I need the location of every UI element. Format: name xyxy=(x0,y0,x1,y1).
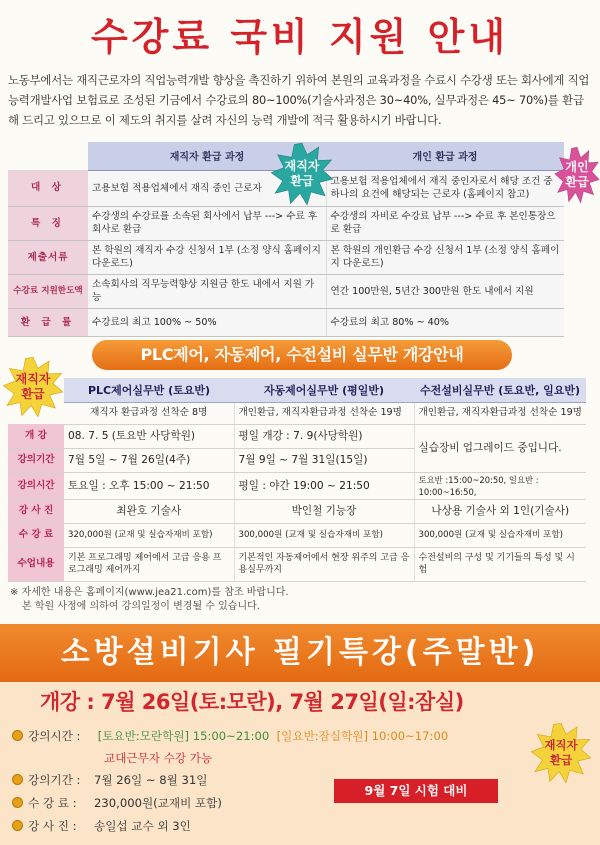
plc-cell: 평일 : 야간 19:00 ~ 21:50 xyxy=(234,472,414,499)
plc-cell: 7월 5일 ~ 7월 26일(4주) xyxy=(64,448,234,472)
plc-cell: 평일 개강 : 7. 9(사당학원) xyxy=(234,424,414,448)
refund-col-employee: 재직자 환급 과정 xyxy=(88,142,326,170)
fire-refund-badge: 재직자 환급 xyxy=(530,722,592,784)
refund-row-label: 제출서류 xyxy=(8,240,88,274)
plc-col-power: 수전설비실무반 (토요반, 일요반) xyxy=(414,378,586,402)
plc-cell: 320,000원 (교재 및 실습자재비 포함) xyxy=(64,523,234,547)
plc-cell: 개인환급, 재직자환급과정 선착순 19명 xyxy=(234,402,414,424)
plc-col-auto: 자동제어실무반 (평일반) xyxy=(234,378,414,402)
plc-row-fee xyxy=(8,523,586,547)
plc-cell: 수전설비의 구성 및 기기들의 특성 및 시험 xyxy=(414,547,586,581)
refund-table-corner xyxy=(8,142,88,170)
plc-row-teacher xyxy=(8,499,586,523)
plc-row-label: 강의시간 xyxy=(8,472,64,499)
plc-row-label: 수업내용 xyxy=(8,547,64,581)
bullet-icon xyxy=(12,774,23,785)
plc-row-open xyxy=(8,424,586,448)
refund-cell: 연간 100만원, 5년간 300만원 한도 내에서 지원 xyxy=(326,274,564,308)
notice-line-1: ※ 자세한 내용은 홈페이지(www.jea21.com)를 참조 바랍니다. xyxy=(10,587,289,598)
refund-row-label: 환 급 률 xyxy=(8,308,88,336)
fire-time-note: 교대근무자 수강 가능 xyxy=(104,751,213,765)
refund-cell: 고용보험 적용업체에서 재직 중인자로서 해당 조건 중 하나의 요건에 해당되는 근로자 (홈페이지 참고) xyxy=(326,170,564,206)
plc-row-content xyxy=(8,547,586,581)
plc-cell: 실습장비 업그레이드 중입니다. xyxy=(414,424,586,472)
plc-cell: 300,000원 (교재 및 실습자재비 포함) xyxy=(414,523,586,547)
refund-cell: 수강생의 수강료를 소속된 회사에서 납부 ---> 수료 후 회사로 환급 xyxy=(88,206,326,240)
plc-cell: 08. 7. 5 (토요반 사당학원) xyxy=(64,424,234,448)
refund-row-label: 대 상 xyxy=(8,170,88,206)
plc-cell: 300,000원 (교재 및 실습자재비 포함) xyxy=(234,523,414,547)
refund-col-individual: 개인 환급 과정 xyxy=(326,142,564,170)
exam-date-label: 9월 7일 시험 대비 xyxy=(334,779,498,803)
plc-cell: 박인철 기능장 xyxy=(234,499,414,523)
refund-row-label: 수강료 지원한도액 xyxy=(8,274,88,308)
plc-cell: 재직자 환급과정 선착순 8명 xyxy=(64,402,234,424)
plc-refund-badge: 재직자 환급 xyxy=(2,356,64,418)
notice xyxy=(10,586,590,614)
refund-cell: 고용보험 적용업체에서 재직 중인 근로자 xyxy=(88,170,326,206)
plc-row-label: 개 강 xyxy=(8,424,64,448)
refund-row-rate xyxy=(8,308,564,336)
plc-cell: 토요반 :15:00~20:50, 일요반 : 10:00~16:50, xyxy=(414,472,586,499)
plc-row-label: 강의기간 xyxy=(8,448,64,472)
plc-cell: 나상용 기술사 외 1인(기술사) xyxy=(414,499,586,523)
fire-time-sat: [토요반:모란학원] 15:00~21:00 xyxy=(97,729,270,743)
refund-cell: 수강료의 최고 100% ~ 50% xyxy=(88,308,326,336)
fire-period-row: 강의기간 : 7월 26일 ~ 8월 31일 xyxy=(12,772,208,788)
plc-row-sub xyxy=(8,402,586,424)
fire-time-row: 강의시간 : [토요반:모란학원] 15:00~21:00 [일요반:잠실학원] 10:00~17:00 xyxy=(12,728,448,744)
plc-cell: 최완호 기술사 xyxy=(64,499,234,523)
plc-row-time xyxy=(8,472,586,499)
individual-refund-badge: 개인 환급 xyxy=(554,146,600,204)
refund-cell: 수강생의 자비로 수강료 납부 ---> 수료 후 본인통장으로 환급 xyxy=(326,206,564,240)
fire-teacher-row: 강 사 진 : 송일섭 교수 외 3인 xyxy=(12,818,191,834)
plc-row-label: 수 강 료 xyxy=(8,523,64,547)
refund-cell: 소속회사의 직무능력향상 지원금 한도 내에서 지원 가능 xyxy=(88,274,326,308)
plc-cell: 토요일 : 오후 15:00 ~ 21:50 xyxy=(64,472,234,499)
refund-row-documents xyxy=(8,240,564,274)
notice-line-2: 본 학원 사정에 의하여 강의일정이 변경될 수 있습니다. xyxy=(22,601,260,612)
refund-cell: 수강료의 최고 80% ~ 40% xyxy=(326,308,564,336)
plc-cell: 개인환급, 재직자환급과정 선착순 19명 xyxy=(414,402,586,424)
plc-cell: 7월 9일 ~ 7월 31일(15일) xyxy=(234,448,414,472)
plc-cell: 기본 프로그래밍 제어에서 고급 응용 프로그래밍 제어까지 xyxy=(64,547,234,581)
fire-fee-row: 수 강 료 : 230,000원(교재비 포함) xyxy=(12,795,222,811)
fire-open-date: 개강 : 7월 26일(토:모란), 7월 27일(일:잠실) xyxy=(40,690,464,714)
bullet-icon xyxy=(12,797,23,808)
plc-col-plc: PLC제어실무반 (토요반) xyxy=(64,378,234,402)
plc-row-label: 강 사 진 xyxy=(8,499,64,523)
plc-cell: 기본적인 자동제어에서 현장 위주의 고급 응용실무까지 xyxy=(234,547,414,581)
employee-refund-badge xyxy=(270,142,334,206)
badge-line-1: 재직자 환급 xyxy=(284,159,320,188)
refund-cell: 본 학원의 개인환급 수강 신청서 1부 (소정 양식 홈페이지 다운로드) xyxy=(326,240,564,274)
bullet-icon xyxy=(12,820,23,831)
refund-row-label: 특 징 xyxy=(8,206,88,240)
plc-table-header xyxy=(8,378,586,402)
page-title: 수강료 국비 지원 안내 xyxy=(90,15,510,59)
refund-cell: 본 학원의 재직자 수강 신청서 1부 (소정 양식 홈페이지 다운로드) xyxy=(88,240,326,274)
plc-course-table xyxy=(8,378,586,582)
refund-row-feature xyxy=(8,206,564,240)
bullet-icon xyxy=(12,730,23,741)
plc-course-banner: PLC제어, 자동제어, 수전설비 실무반 개강안내 xyxy=(92,340,512,370)
intro-text: 노동부에서는 재직근로자의 직업능력개발 향상을 촉진하기 위하여 본원의 교육과정을 수료시 수강생 또는 회사에게 직업능력개발사업 보험료로 조성된 기금에서 수강료의 80~100%(기술사과정은 30~40%, 실무과정은 45~ 70%)를 환급해 드리고 있으므로 이 제도의 취지를 살려 자신의 능력 개발에 적극 활용하시기 바랍니다. xyxy=(8,73,590,127)
fire-course-banner: 소방설비기사 필기특강(주말반) xyxy=(0,624,600,682)
fire-time-sun: [일요반:잠실학원] 10:00~17:00 xyxy=(276,729,449,743)
refund-row-limit xyxy=(8,274,564,308)
